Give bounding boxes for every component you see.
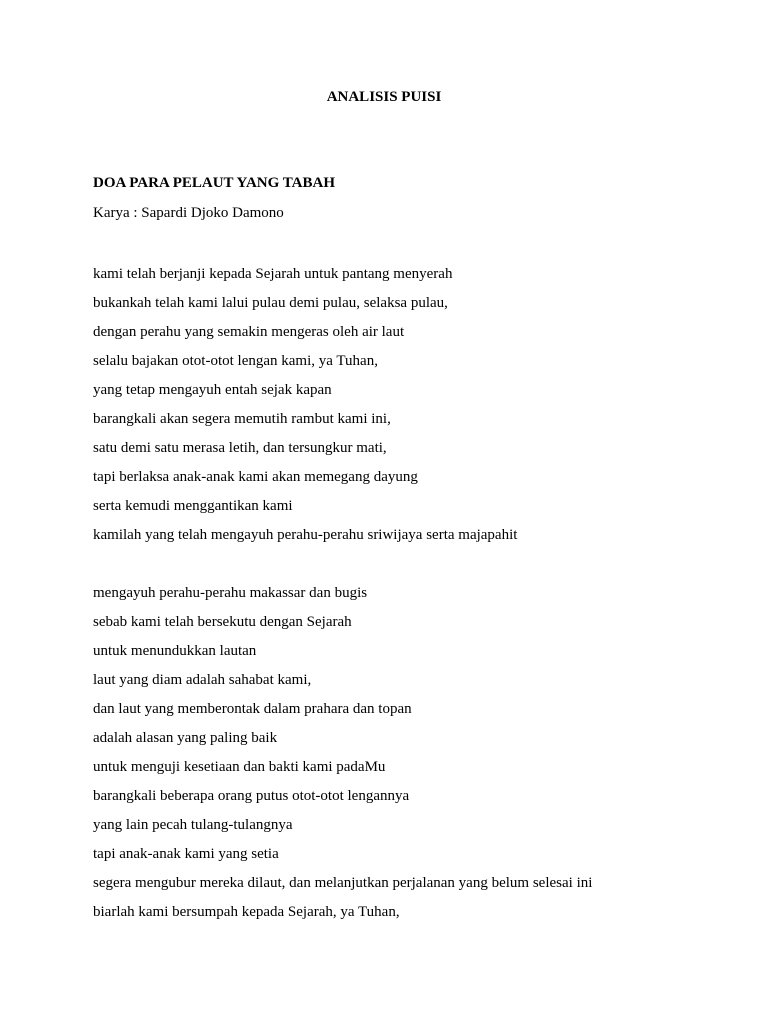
poem-line: tapi anak-anak kami yang setia <box>93 846 279 862</box>
poem-line: untuk menundukkan lautan <box>93 643 257 659</box>
poem-title: DOA PARA PELAUT YANG TABAH <box>93 175 335 191</box>
poem-line: kamilah yang telah mengayuh perahu-perahu sriwijaya serta majapahit <box>93 527 518 543</box>
poem-line: satu demi satu merasa letih, dan tersungkur mati, <box>93 440 387 456</box>
poem-line: sebab kami telah bersekutu dengan Sejarah <box>93 614 352 630</box>
poem-line: yang lain pecah tulang-tulangnya <box>93 817 293 833</box>
poem-line: yang tetap mengayuh entah sejak kapan <box>93 382 332 398</box>
poem-line: mengayuh perahu-perahu makassar dan bugis <box>93 585 368 601</box>
poem-line: laut yang diam adalah sahabat kami, <box>93 672 312 688</box>
author-line: Karya : Sapardi Djoko Damono <box>93 205 284 221</box>
poem-line: dan laut yang memberontak dalam prahara dan topan <box>93 701 412 717</box>
poem-line: selalu bajakan otot-otot lengan kami, ya Tuhan, <box>93 353 378 369</box>
stanza-1 <box>93 260 517 550</box>
poem-line: untuk menguji kesetiaan dan bakti kami padaMu <box>93 759 386 775</box>
poem-line: biarlah kami bersumpah kepada Sejarah, ya Tuhan, <box>93 904 400 920</box>
poem-line: barangkali akan segera memutih rambut kami ini, <box>93 411 391 427</box>
poem-line: barangkali beberapa orang putus otot-otot lengannya <box>93 788 410 804</box>
poem-line: dengan perahu yang semakin mengeras oleh air laut <box>93 324 405 340</box>
document-title: ANALISIS PUISI <box>326 89 442 105</box>
poem-line: serta kemudi menggantikan kami <box>93 498 293 514</box>
stanza-2 <box>93 579 592 927</box>
poem-line: bukankah telah kami lalui pulau demi pulau, selaksa pulau, <box>93 295 448 311</box>
poem-line: segera mengubur mereka dilaut, dan melanjutkan perjalanan yang belum selesai ini <box>93 875 593 891</box>
poem-line: tapi berlaksa anak-anak kami akan memegang dayung <box>93 469 418 485</box>
poem-line: kami telah berjanji kepada Sejarah untuk pantang menyerah <box>93 266 453 282</box>
poem-line: adalah alasan yang paling baik <box>93 730 278 746</box>
